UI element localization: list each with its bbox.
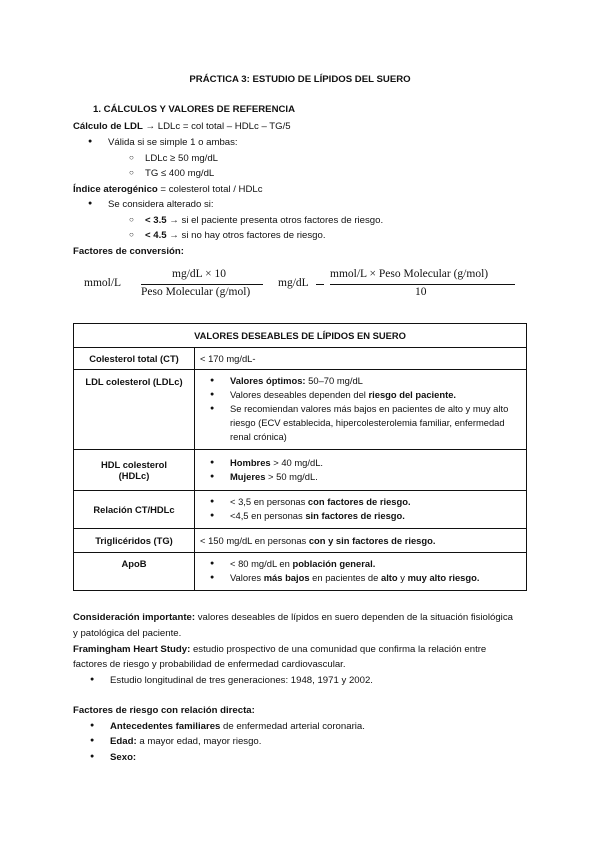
framingham-text: estudio prospectivo de una comunidad que confirma la relación entre [190, 644, 487, 655]
ratio-1-bold: con factores de riesgo. [307, 496, 411, 507]
aterogenic-cond-1-text: → si el paciente presenta otros factores de riesgo. [166, 215, 384, 226]
ldl-condition-1: ○ LDLc ≥ 50 mg/dL [145, 153, 218, 164]
ldl-condition-2: ○ TG ≤ 400 mg/dL [145, 168, 214, 179]
aterogenic-cond-1-value: < 3.5 [145, 215, 167, 226]
formula1-fraction-bar [141, 284, 263, 285]
ct-value: < 170 mg/dL- [195, 348, 527, 370]
ldl-label: Cálculo de LDL [73, 121, 143, 132]
ratio-2-text: <4,5 en personas [230, 510, 306, 521]
lipid-values-table [73, 323, 527, 591]
formula2-denominator: 10 [415, 286, 427, 298]
conversion-label: Factores de conversión: [73, 246, 184, 257]
ratio-2-bold: sin factores de riesgo. [305, 510, 405, 521]
aterogenic-label: Índice aterogénico [73, 184, 158, 195]
apob-2-d: alto [380, 572, 398, 583]
hdl-women-value: > 50 mg/dL. [265, 471, 318, 482]
list-item [230, 495, 521, 509]
framingham-line-1 [73, 644, 486, 655]
consideration-label: Consideración importante: [73, 612, 196, 623]
table-header: VALORES DESEABLES DE LÍPIDOS EN SUERO [74, 324, 527, 348]
apob-row-values [195, 553, 527, 591]
risk-factor-3: ● Sexo: [110, 752, 136, 763]
framingham-line-2: factores de riesgo y probabilidad de enfermedad cardiovascular. [73, 659, 346, 670]
consideration-line-1 [73, 612, 513, 623]
formula2-lhs: mg/dL [278, 277, 309, 289]
hdl-men-label: Hombres [230, 457, 271, 468]
aterogenic-cond-1 [145, 215, 383, 226]
table-row [74, 450, 527, 491]
ldl-row-label: LDL colesterol (LDLc) [74, 370, 195, 450]
formula1-denominator: Peso Molecular (g/mol) [141, 286, 251, 298]
formula2-fraction-bar [330, 284, 515, 285]
apob-2-b: más bajos [263, 572, 310, 583]
formula1-numerator: mg/dL × 10 [172, 268, 226, 280]
aterogenic-cond-2-text: → si no hay otros factores de riesgo. [166, 230, 326, 241]
aterogenic-def: = colesterol total / HDLc [157, 184, 263, 195]
list-item [230, 571, 521, 585]
ldl-optimal-value: 50–70 mg/dL [305, 375, 363, 386]
formula2-numerator: mmol/L × Peso Molecular (g/mol) [330, 268, 489, 280]
ldl-formula: → LDLc = col total – HDLc – TG/5 [142, 121, 291, 132]
page-title: PRÁCTICA 3: ESTUDIO DE LÍPIDOS DEL SUERO [189, 74, 411, 85]
aterogenic-cond-2-value: < 4.5 [145, 230, 167, 241]
apob-1-text: < 80 mg/dL en [230, 558, 293, 569]
risk-factors-heading: Factores de riesgo con relación directa: [73, 705, 255, 716]
ct-label: Colesterol total (CT) [74, 348, 195, 370]
section-heading: 1. CÁLCULOS Y VALORES DE REFERENCIA [93, 104, 296, 115]
tg-bold: con y sin factores de riesgo. [308, 535, 436, 546]
aterogenic-altered: ● Se considera alterado si: [108, 199, 214, 210]
ratio-1-text: < 3,5 en personas [230, 496, 308, 507]
list-item [230, 470, 521, 484]
ldl-valid-bullet: ● Válida si se simple 1 o ambas: [108, 137, 238, 148]
ldl-desirable-bold: riesgo del paciente. [368, 389, 457, 400]
ldl-row-values [195, 370, 527, 450]
apob-2-f: muy alto riesgo. [407, 572, 480, 583]
risk-factor-2-bold: Edad: [110, 736, 137, 747]
risk-factor-2-text: a mayor edad, mayor riesgo. [136, 736, 262, 747]
tg-row-value [195, 529, 527, 553]
table-row [74, 370, 527, 450]
table-row [74, 491, 527, 529]
hdl-row-values [195, 450, 527, 491]
ldl-optimal-label: Valores óptimos: [230, 375, 306, 386]
hdl-men-value: > 40 mg/dL. [270, 457, 324, 468]
tg-text: < 150 mg/dL en personas [200, 535, 309, 546]
list-item [230, 557, 521, 571]
list-item [230, 456, 521, 470]
list-item [230, 374, 521, 388]
framingham-label: Framingham Heart Study: [73, 644, 191, 655]
consideration-line-2: y patológica del paciente. [73, 628, 182, 639]
aterogenic-cond-2 [145, 230, 326, 241]
table-row [74, 529, 527, 553]
risk-factor-2 [110, 736, 261, 747]
ldl-desirable-text: Valores deseables dependen del [230, 389, 369, 400]
formula2-equals-mark [316, 284, 324, 285]
apob-2-e: y [397, 572, 408, 583]
table-row [74, 553, 527, 591]
table-header-row [74, 324, 527, 348]
table-row [74, 348, 527, 370]
risk-factor-1-text: de enfermedad arterial coronaria. [220, 721, 365, 732]
apob-2-a: Valores [230, 572, 264, 583]
tg-row-label: Triglicéridos (TG) [74, 529, 195, 553]
apob-2-c: en pacientes de [309, 572, 381, 583]
framingham-bullet: ● Estudio longitudinal de tres generaciones: 1948, 1971 y 2002. [110, 675, 373, 686]
consideration-text: valores deseables de lípidos en suero dependen de la situación fisiológica [195, 612, 513, 623]
aterogenic-line [73, 184, 263, 195]
apob-1-bold: población general. [292, 558, 376, 569]
ratio-row-values [195, 491, 527, 529]
list-item: ● Se recomiendan valores más bajos en pacientes de alto y muy alto riesgo (ECV establecida, hipercolesterolemia familiar, enfermedad renal crónica) [230, 402, 521, 444]
risk-factor-1 [110, 721, 365, 732]
ratio-row-label: Relación CT/HDLc [74, 491, 195, 529]
hdl-row-label: HDL colesterol (HDLc) [74, 450, 195, 491]
ldl-formula-line [73, 121, 291, 132]
list-item [230, 388, 521, 402]
hdl-women-label: Mujeres [230, 471, 266, 482]
apob-row-label: ApoB [74, 553, 195, 591]
formula1-lhs: mmol/L [84, 277, 122, 289]
risk-factor-1-bold: Antecedentes familiares [110, 721, 221, 732]
list-item [230, 509, 521, 523]
